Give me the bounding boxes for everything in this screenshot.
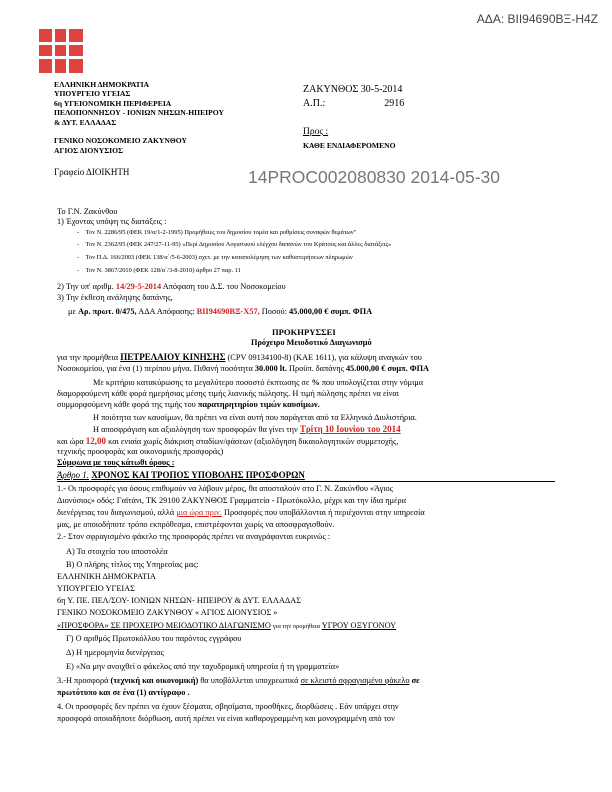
document-date: ΖΑΚΥΝΘΟΣ 30-5-2014 — [303, 84, 403, 95]
text: Ποσού: — [261, 307, 287, 316]
text: Απόφαση του Δ.Σ. του Νοσοκομείου — [162, 282, 286, 291]
consideration-3: 3) Την έκθεση ανάληψης δαπάνης, — [57, 293, 173, 302]
law-item: - Τον Ν. 3867/2010 (ΦΕΚ 128/α΄/3-8-2010) άρθρο 27 παρ. 11 — [77, 267, 241, 274]
text: Προϋπ. δαπάνης — [289, 364, 344, 373]
address-line: ΥΠΟΥΡΓΕΙΟ ΥΓΕΙΑΣ — [57, 584, 135, 593]
product-name: ΠΕΤΡΕΛΑΙΟΥ ΚΙΝΗΣΗΣ — [120, 352, 226, 362]
law-text: Τον Ν. 2286/95 (ΦΕΚ 19/α/1-2-1995) Προμήθειες του δημοσίου τομέα και ρυθμίσεις συναφών θεμάτων" — [85, 229, 357, 236]
text: 3.-Η προσφορά — [57, 676, 109, 685]
text: Η αποσφράγιση και αξιολόγηση των προσφορών θα γίνει την — [93, 425, 298, 434]
law-item: - Τον Ν. 2286/95 (ΦΕΚ 19/α/1-2-1995) Προμήθειες του δημοσίου τομέα και ρυθμίσεις συναφών θεμάτων" — [77, 229, 357, 236]
text: (CPV 09134100-8) (ΚΑΕ 1611), για κάλυψη αναγκών του — [227, 353, 422, 362]
paragraph: πρωτότυπο και σε ένα (1) αντίγραφο . — [57, 688, 190, 697]
budget-line — [68, 307, 372, 317]
opening-date: Τρίτη 10 Ιουνίου του 2014 — [299, 424, 401, 434]
paragraph: 1.- Οι προσφορές για όσους επιθυμούν να λάβουν μέρος, θα αποσταλούν στο Γ. Ν. Ζακύνθου «Άγιος — [57, 484, 393, 493]
paragraph — [93, 424, 401, 435]
address-line: ΓΕΝΙΚΟ ΝΟΣΟΚΟΜΕΙΟ ΖΑΚΥΝΘΟΥ « ΑΓΙΟΣ ΔΙΟΝΥΣΙΟΣ » — [57, 608, 278, 617]
text: Με κριτήριο κατακύρωσης το μεγαλύτερο ποσοστό έκπτωσης σε — [93, 378, 310, 387]
text: 2) Την υπ' αριθμ. — [57, 282, 114, 291]
opening-time: 12,00 — [85, 436, 107, 446]
list-item: Δ) Η ημερομηνία διενέργειας — [66, 648, 164, 657]
paragraph: διαμορφούμενη κάθε φορά ημερήσιας μέσης τιμής λιανικής πώλησης. Η τιμή πώλησης πρέπει να είναι — [57, 389, 399, 398]
amount: 45.000,00 € συμπ. ΦΠΑ — [289, 307, 373, 316]
header-line: ΥΠΟΥΡΓΕΙΟ ΥΓΕΙΑΣ — [54, 89, 131, 98]
text: Προσφορές που υποβάλλονται ή περιέχονται στην υπηρεσία — [223, 508, 425, 517]
ada-code: ΑΔΑ: ΒΙΙ94690ΒΞ-Η4Ζ — [476, 12, 598, 26]
ap-value: 2916 — [384, 98, 405, 109]
address-line: ΕΛΛΗΝΙΚΗ ΔΗΜΟΚΡΑΤΙΑ — [57, 572, 156, 581]
office-name: Γραφείο ΔΙΟΙΚΗΤΗ — [54, 167, 130, 177]
header-line: 6η ΥΓΕΙΟΝΟΜΙΚΗ ΠΕΡΙΦΕΡΕΙΑ — [54, 99, 172, 108]
header-line: ΕΛΛΗΝΙΚΗ ΔΗΜΟΚΡΑΤΙΑ — [54, 80, 150, 89]
list-item: Α) Τα στοιχεία του αποστολέα — [66, 547, 168, 556]
law-text: Τον Ν. 3867/2010 (ΦΕΚ 128/α΄/3-8-2010) άρθρο 27 παρ. 11 — [85, 267, 241, 274]
product-name: ΥΓΡΟΥ ΟΞΥΓΟΝΟΥ — [321, 621, 397, 630]
law-text: Τον Π.Δ. 166/2003 (ΦΕΚ 138/α΄/5-6-2003) σχετ. με την καταπολέμηση των καθυστερήσεων πληρωμών — [85, 254, 353, 261]
text: για την προμήθεια — [272, 623, 320, 630]
text: σε — [411, 676, 420, 685]
text: παρατηρητηρίου τιμών καυσίμων. — [197, 400, 320, 409]
announcement-title: ΠΡΟΚΗΡΥΣΣΕΙ — [272, 327, 336, 337]
amount: 45.000,00 € συμπ. ΦΠΑ — [346, 364, 430, 373]
text: και ώρα — [57, 437, 84, 446]
paragraph: 2.- Στον σφραγισμένο φάκελο της προσφοράς πρέπει να αναγράφονται ευκρινώς : — [57, 532, 331, 541]
text: για την προμήθεια — [57, 353, 119, 362]
paragraph — [57, 436, 398, 447]
paragraph — [57, 400, 320, 410]
consideration-2 — [57, 282, 286, 292]
text: που υπολογίζεται στην νόμιμα — [321, 378, 424, 387]
protocol-number — [303, 98, 404, 109]
paragraph: Διονύσιος» οδός: Γαϊτάνι, ΤΚ 29100 ΖΑΚΥΝΘΟΣ Γραμματεία - Πρωτόκολλο, μέχρι και την ίδια ημέρα — [57, 496, 406, 505]
text: σε κλειστό σφραγισμένο φάκελο — [300, 676, 410, 685]
text: θα υποβάλλεται υποχρεωτικά — [200, 676, 299, 685]
paragraph: μας, με οποιοδήποτε τρόπο εκπρόθεσμα, επιστρέφονται χωρίς να αποσφραγισθούν. — [57, 520, 335, 529]
percent: % — [311, 378, 320, 387]
article-heading — [57, 470, 305, 480]
paragraph: Η ποιότητα των καυσίμων, θα πρέπει να είναι αυτή που παράγεται από τα Ελληνικά Διυλιστήρια. — [93, 413, 417, 422]
list-item: Γ) Ο αριθμός Πρωτοκόλλου του παρόντος εγγράφου — [66, 634, 242, 643]
ap-label: Α.Π.: — [303, 98, 326, 109]
article-title: ΧΡΟΝΟΣ ΚΑΙ ΤΡΟΠΟΣ ΥΠΟΒΟΛΗΣ ΠΡΟΣΦΟΡΩΝ — [91, 470, 305, 480]
decision-ada: ΒΙΙ94690ΒΞ-Χ57, — [196, 307, 260, 316]
law-item: - Τον Π.Δ. 166/2003 (ΦΕΚ 138/α΄/5-6-2003) σχετ. με την καταπολέμηση των καθυστερήσεων πληρωμών — [77, 254, 353, 261]
paragraph — [57, 364, 429, 374]
list-item: Β) Ο πλήρης τίτλος της Υπηρεσίας μας: — [66, 560, 199, 569]
procurement-id: 14PROC002080830 2014-05-30 — [248, 167, 500, 187]
decision-number: 14/29-5-2014 — [115, 282, 162, 291]
recipient-label: Προς : — [303, 127, 329, 137]
protocol-value: 0/475, — [115, 307, 137, 316]
paragraph: προσφορά οποιαδήποτε διόρθωση, αυτή πρέπει να είναι καθαρογραμμένη και μονογραμμένη από τον — [57, 714, 395, 723]
paragraph — [93, 378, 423, 388]
law-item: - Τον Ν. 2362/95 (ΦΕΚ 247/27-11-95) «Περί Δημοσίου Λογιστικού ελέγχου δαπανών του Κράτους και άλλες διατάξεις» — [77, 241, 392, 248]
paragraph: 4. Οι προσφορές δεν πρέπει να έχουν ξέσματα, σβησίματα, προσθήκες, διορθώσεις . Εάν υπάρχει στην — [57, 702, 399, 711]
quantity: 30.000 lt. — [254, 364, 287, 373]
text: Αρ. πρωτ. — [78, 307, 114, 316]
header-line: ΑΓΙΟΣ ΔΙΟΝΥΣΙΟΣ — [54, 146, 124, 155]
terms-heading: Σύμφωνα με τους κάτωθι όρους : — [57, 458, 175, 467]
text: συμμορφούμενη κάθε φορά της τιμής του — [57, 400, 196, 409]
text: διενέργειας του διαγωνισμού, αλλά — [57, 508, 175, 517]
paragraph: τεχνικής προσφοράς και οικονομικής προσφοράς) — [57, 447, 224, 456]
text: (τεχνική και οικονομική) — [110, 676, 199, 685]
article-label: Άρθρο 1. — [57, 470, 90, 480]
paragraph — [57, 508, 425, 518]
addressee: Το Γ.Ν. Ζακύνθου — [57, 207, 118, 216]
paragraph — [57, 352, 422, 363]
list-item: Ε) «Να μην ανοιχθεί ο φάκελος από την ταχυδρομική υπηρεσία ή τη γραμματεία» — [66, 662, 340, 671]
law-text: Τον Ν. 2362/95 (ΦΕΚ 247/27-11-95) «Περί Δημοσίου Λογιστικού ελέγχου δαπανών του Κράτους και άλλες διατάξεις» — [85, 241, 392, 248]
header-line: ΠΕΛΟΠΟΝΝΗΣΟΥ - ΙΟΝΙΩΝ ΝΗΣΩΝ-ΗΠΕΙΡΟΥ — [54, 108, 224, 117]
paragraph — [57, 676, 420, 686]
hospital-logo-icon — [39, 29, 83, 73]
deadline-note: μια ώρα πριν. — [176, 508, 222, 517]
text: και ενιαία χωρίς διάκριση σταδίων/φάσεων (αξιολόγηση δικαιολογητικών συμμετοχής, — [108, 437, 399, 446]
header-line: ΓΕΝΙΚΟ ΝΟΣΟΚΟΜΕΙΟ ΖΑΚΥΝΘΟΥ — [54, 136, 187, 145]
text: με — [68, 307, 76, 316]
consideration-1: 1) Έχοντας υπόψη τις διατάξεις : — [57, 217, 167, 226]
text: ΑΔΑ Απόφασης: — [138, 307, 195, 316]
header-line: & ΔΥΤ. ΕΛΛΑΔΑΣ — [54, 118, 117, 127]
divider — [57, 481, 555, 482]
address-line: 6η Υ. ΠΕ. ΠΕΛ/ΣΟΥ- ΙΟΝΙΩΝ ΝΗΣΩΝ- ΗΠΕΙΡΟΥ & ΔΥΤ. ΕΛΛΑΔΑΣ — [57, 596, 302, 605]
recipient: ΚΑΘΕ ΕΝΔΙΑΦΕΡΟΜΕΝΟ — [303, 141, 396, 150]
text: Νοσοκομείου, για ένα (1) περίπου μήνα. Πιθανή ποσότητα — [57, 364, 253, 373]
text: «ΠΡΟΣΦΟΡΑ» ΣΕ ΠΡΟΧΕΙΡΟ ΜΕΙΟΔΟΤΙΚΟ ΔΙΑΓΩΝΙΣΜΟ — [57, 621, 271, 630]
announcement-subtitle: Πρόχειρο Μειοδοτικό Διαγωνισμό — [251, 338, 372, 347]
prosfora-line — [57, 621, 396, 632]
